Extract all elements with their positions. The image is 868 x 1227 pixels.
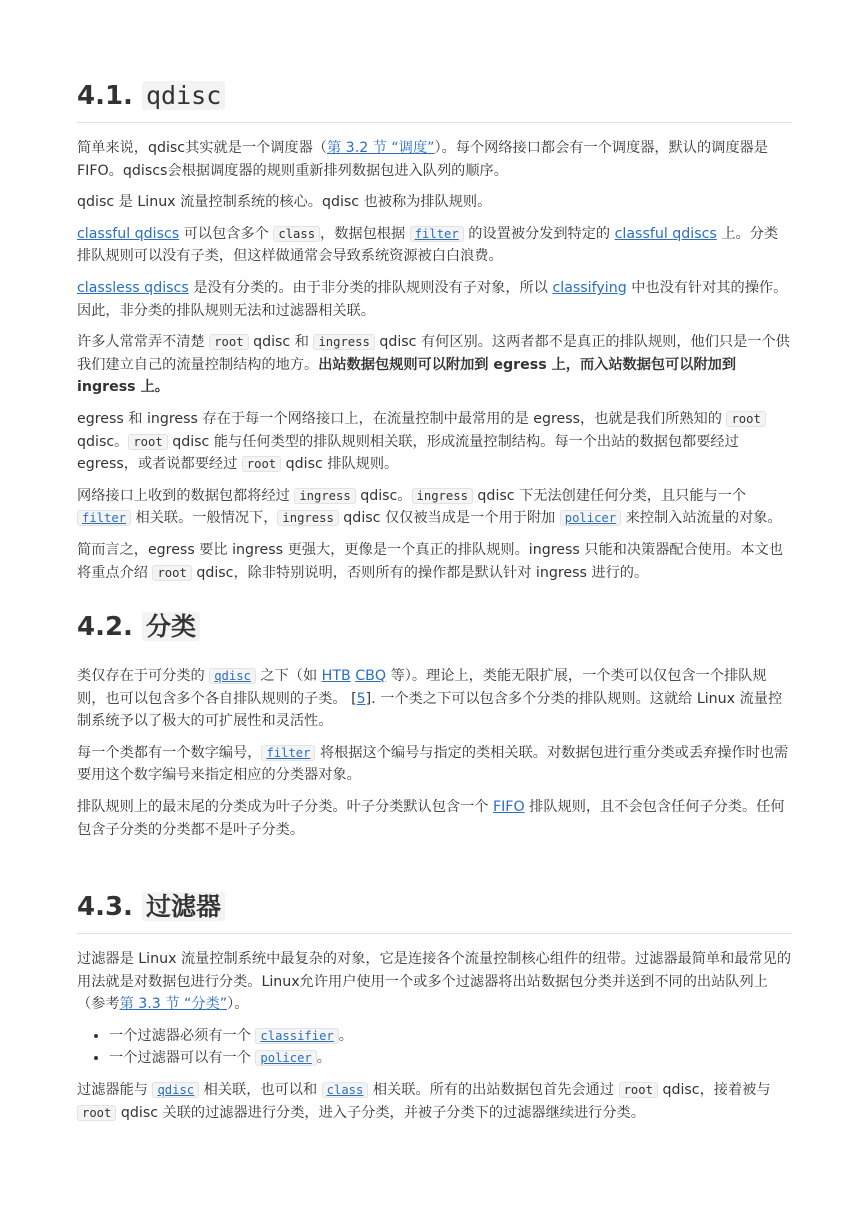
paragraph [77, 742, 792, 787]
text: qdisc。 [355, 487, 412, 504]
section-title: 分类 [142, 612, 200, 641]
text: 。 [316, 1050, 331, 1067]
section-classes [77, 609, 792, 850]
inline-code: ingress [277, 510, 338, 526]
text: 中也没有针对其的操作。因此，非分类的排队规则无法和过滤器相关联。 [77, 279, 788, 319]
list-item [109, 1025, 792, 1048]
text: egress 和 ingress 存在于每一个网络接口上，在流量控制中最常用的是 egress，也就是我们所熟知的 [77, 410, 727, 427]
inline-code: root [209, 334, 248, 350]
inline-code: filter [261, 745, 315, 761]
text: 过滤器是 Linux 流量控制系统中最复杂的对象，它是连接各个流量控制核心组件的纽带。过滤器最简单和最常见的用法就是对数据包进行分类。Linux允许用户使用一个或多个过滤器将出站数据包分类并送到不同的出站队列上（参考 [77, 951, 792, 1013]
code-link[interactable] [255, 1050, 316, 1066]
section-qdisc [77, 78, 792, 593]
section-number: 4.2. [77, 612, 133, 642]
bold-text: 出站数据包规则可以附加到 egress 上，而入站数据包可以附加到 ingress 上。 [77, 356, 737, 396]
paragraph [77, 665, 792, 733]
code-link[interactable] [209, 668, 256, 684]
inline-code: class [322, 1082, 369, 1098]
section-title: 过滤器 [142, 892, 225, 921]
text: 等）。理论上，类能无限扩展，一个类可以仅包含一个排队规则，也可以包含多个各自排队规则的子类。 [ [77, 668, 767, 707]
inline-code: filter [410, 226, 464, 242]
text: 简单来说，qdisc其实就是一个调度器（ [77, 140, 327, 156]
text: 网络接口上收到的数据包都将经过 [77, 487, 295, 504]
glossary-link[interactable]: classful qdiscs [614, 225, 717, 242]
code-link[interactable] [322, 1082, 369, 1098]
paragraph [77, 408, 792, 476]
xref-link[interactable]: 第 3.2 节 “调度” [326, 140, 435, 156]
footnote-link[interactable]: 5 [356, 690, 366, 707]
inline-code: class [273, 226, 320, 242]
text: 简而言之，egress 要比 ingress 更强大，更像是一个真正的排队规则。ingress 只能和决策器配合使用。本文也将重点介绍 [77, 541, 783, 581]
section-filters [77, 889, 792, 1133]
inline-code: root [242, 456, 281, 472]
text: 过滤器能与 [77, 1081, 153, 1098]
text: qdisc 关联的过滤器进行分类，进入子分类，并被子分类下的过滤器继续进行分类。 [116, 1104, 645, 1121]
text: 每一个类都有一个数字编号， [77, 744, 262, 761]
text: 。 [338, 1027, 353, 1044]
text: qdisc。 [77, 433, 129, 450]
text: qdisc，除非特别说明，否则所有的操作都是默认针对 ingress 进行的。 [191, 564, 649, 581]
text: 相关联，也可以和 [199, 1081, 322, 1098]
section-number: 4.1. [77, 81, 133, 111]
text: 将根据这个编号与指定的类相关联。对数据包进行重分类或丢弃操作时也需要用这个数字编号来指定相应的分类器对象。 [77, 744, 789, 784]
code-link[interactable] [255, 1028, 338, 1044]
list-item [109, 1047, 792, 1070]
text: ]. 一个类之下可以包含多个分类的排队规则。这就给 Linux 流量控制系统予以了极大的可扩展性和灵活性。 [77, 690, 783, 730]
text: qdisc 下无法创建任何分类，且只能与一个 [472, 487, 747, 504]
inline-code: qdisc [209, 668, 256, 684]
text: qdisc 有何区别。这两者都不是真正的排队规则，他们只是一个供我们建立自己的流量控制结构的地方。 [77, 334, 790, 373]
text: 排队规则，且不会包含任何子分类。任何包含子分类的分类都不是叶子分类。 [77, 798, 785, 838]
section-number: 4.3. [77, 892, 133, 922]
paragraph [77, 539, 792, 584]
text: 的设置被分发到特定的 [463, 225, 615, 242]
inline-code: policer [560, 510, 621, 526]
paragraph [77, 796, 792, 841]
inline-code: qdisc [152, 1082, 199, 1098]
text: qdisc 能与任何类型的排队规则相关联，形成流量控制结构。每一个出站的数据包都要经过 egress，或者说都要经过 [77, 433, 739, 473]
code-link[interactable] [77, 510, 131, 526]
text: 相关联。一般情况下， [131, 510, 278, 527]
text: 是没有分类的。由于非分类的排队规则没有子对象，所以 [188, 279, 553, 296]
glossary-link[interactable]: CBQ [355, 668, 387, 684]
section-heading [77, 609, 792, 645]
glossary-link[interactable]: FIFO [492, 798, 525, 815]
inline-code: ingress [412, 488, 473, 504]
paragraph [77, 485, 792, 530]
paragraph [77, 948, 792, 1016]
text: 一个过滤器必须有一个 [109, 1027, 256, 1044]
paragraph [77, 1079, 792, 1124]
text: qdisc 排队规则。 [281, 456, 399, 473]
code-link[interactable] [410, 226, 464, 242]
bullet-list [77, 1025, 792, 1070]
text: 类仅存在于可分类的 [77, 668, 210, 684]
text: 可以包含多个 [179, 225, 274, 242]
inline-code: root [726, 411, 765, 427]
paragraph: qdisc 是 Linux 流量控制系统的核心。qdisc 也被称为排队规则。 [77, 194, 492, 211]
inline-code: ingress [294, 488, 355, 504]
inline-code: root [128, 434, 167, 450]
inline-code: policer [255, 1050, 316, 1066]
section-heading [77, 889, 792, 934]
section-heading [77, 78, 792, 123]
text: 排队规则上的最末尾的分类成为叶子分类。叶子分类默认包含一个 [77, 798, 493, 815]
inline-code: root [152, 565, 191, 581]
text: qdisc，接着被与 [657, 1081, 771, 1098]
paragraph [77, 277, 792, 322]
text: 许多人常常弄不清楚 [77, 334, 210, 351]
text: qdisc 和 [248, 334, 314, 351]
text: ）。 [227, 996, 249, 1013]
glossary-link[interactable]: classful qdiscs [77, 225, 180, 242]
glossary-link[interactable]: HTB [321, 668, 351, 684]
text: 一个过滤器可以有一个 [109, 1050, 256, 1067]
glossary-link[interactable]: classless qdiscs [77, 279, 189, 296]
text: ，数据包根据 [320, 225, 410, 242]
paragraph [77, 331, 792, 399]
glossary-link[interactable]: classifying [552, 279, 627, 296]
text: 之下（如 [255, 668, 322, 684]
text: qdisc 仅仅被当成是一个用于附加 [338, 510, 560, 527]
section-title: qdisc [142, 81, 225, 110]
inline-code: root [77, 1105, 116, 1121]
text: 来控制入站流量的对象。 [621, 510, 782, 527]
paragraph [77, 137, 792, 182]
inline-code: filter [77, 510, 131, 526]
text: ）。每个网络接口都会有一个调度器，默认的调度器是 FIFO。qdiscs会根据调度器的规则重新排列数据包进入队列的顺序。 [77, 140, 768, 179]
xref-link[interactable]: 第 3.3 节 “分类” [119, 996, 228, 1013]
code-link[interactable] [152, 1082, 199, 1098]
inline-code: root [619, 1082, 658, 1098]
text: 相关联。所有的出站数据包首先会通过 [368, 1081, 619, 1098]
inline-code: ingress [313, 334, 374, 350]
text: 上。分类排队规则可以没有子类，但这样做通常会导致系统资源被白白浪费。 [77, 225, 779, 265]
inline-code: classifier [255, 1028, 338, 1044]
code-link[interactable] [261, 745, 315, 761]
paragraph [77, 223, 792, 268]
code-link[interactable] [560, 510, 621, 526]
